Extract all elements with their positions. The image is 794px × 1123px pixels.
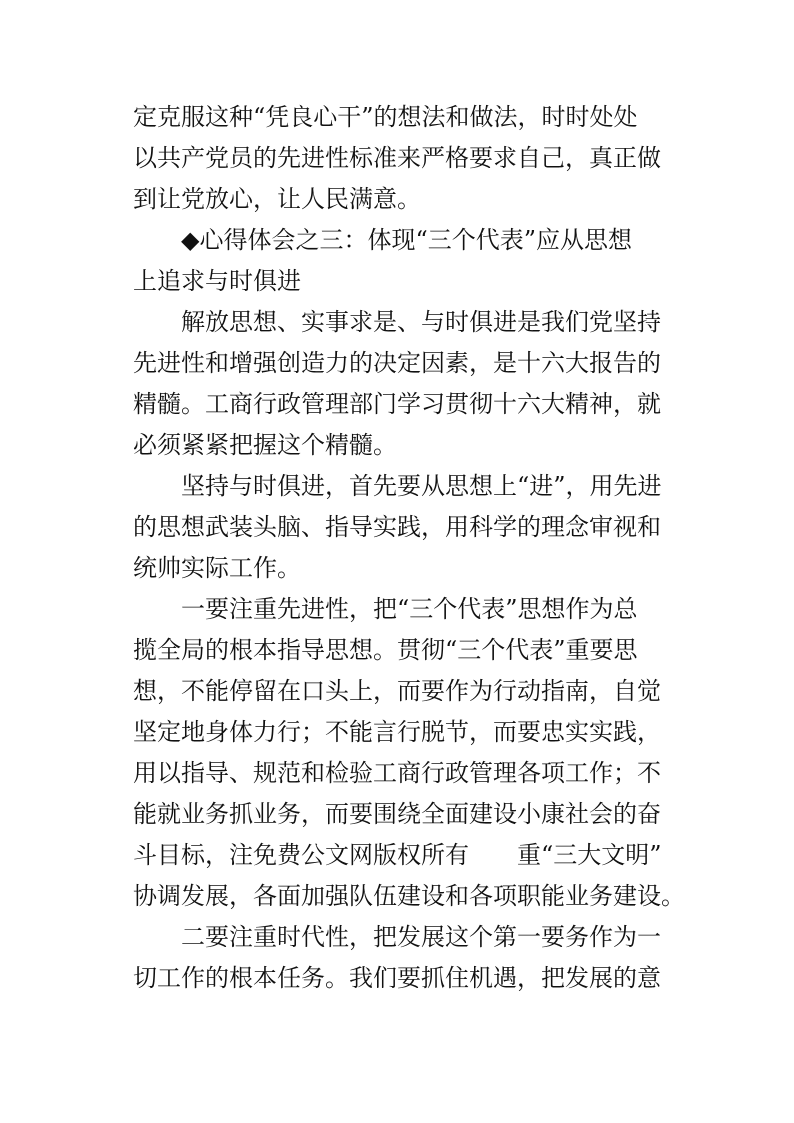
text-line: 定克服这种“凭良心干”的想法和做法，时时处处 xyxy=(133,103,638,131)
text-line: 用以指导、规范和检验工商行政管理各项工作；不 xyxy=(133,759,661,787)
text-line: 揽全局的根本指导思想。贯彻“三个代表”重要思 xyxy=(133,636,638,664)
text-line: 二要注重时代性，把发展这个第一要务作为一 xyxy=(181,923,661,951)
text-line: 坚持与时俱进，首先要从思想上“进”，用先进 xyxy=(181,472,662,500)
text-line: 想，不能停留在口头上，而要作为行动指南，自觉 xyxy=(133,677,661,705)
text-line: 切工作的根本任务。我们要抓住机遇，把发展的意 xyxy=(133,964,661,992)
text-line: 能就业务抓业务，而要围绕全面建设小康社会的奋 xyxy=(133,800,661,828)
text-line: 精髓。工商行政管理部门学习贯彻十六大精神，就 xyxy=(133,390,661,418)
text-line: 协调发展，各面加强队伍建设和各项职能业务建设。 xyxy=(133,882,685,910)
text-line: 的思想武装头脑、指导实践，用科学的理念审视和 xyxy=(133,513,661,541)
text-line: ◆心得体会之三：体现“三个代表”应从思想 xyxy=(181,226,632,254)
body-text xyxy=(133,97,685,999)
text-line: 到让党放心，让人民满意。 xyxy=(133,185,421,213)
text-line: 以共产党员的先进性标准来严格要求自己，真正做 xyxy=(133,144,661,172)
text-line: 必须紧紧把握这个精髓。 xyxy=(133,431,397,459)
text-line: 统帅实际工作。 xyxy=(133,554,301,582)
text-line: 坚定地身体力行；不能言行脱节，而要忠实实践， xyxy=(133,718,661,746)
text-line: 一要注重先进性，把“三个代表”思想作为总 xyxy=(181,595,638,623)
text-line: 先进性和增强创造力的决定因素，是十六大报告的 xyxy=(133,349,661,377)
text-line: 解放思想、实事求是、与时俱进是我们党坚持 xyxy=(181,308,661,336)
text-line: 上追求与时俱进 xyxy=(133,267,301,295)
text-line: 斗目标，注免费公文网版权所有 重“三大文明” xyxy=(133,841,662,869)
